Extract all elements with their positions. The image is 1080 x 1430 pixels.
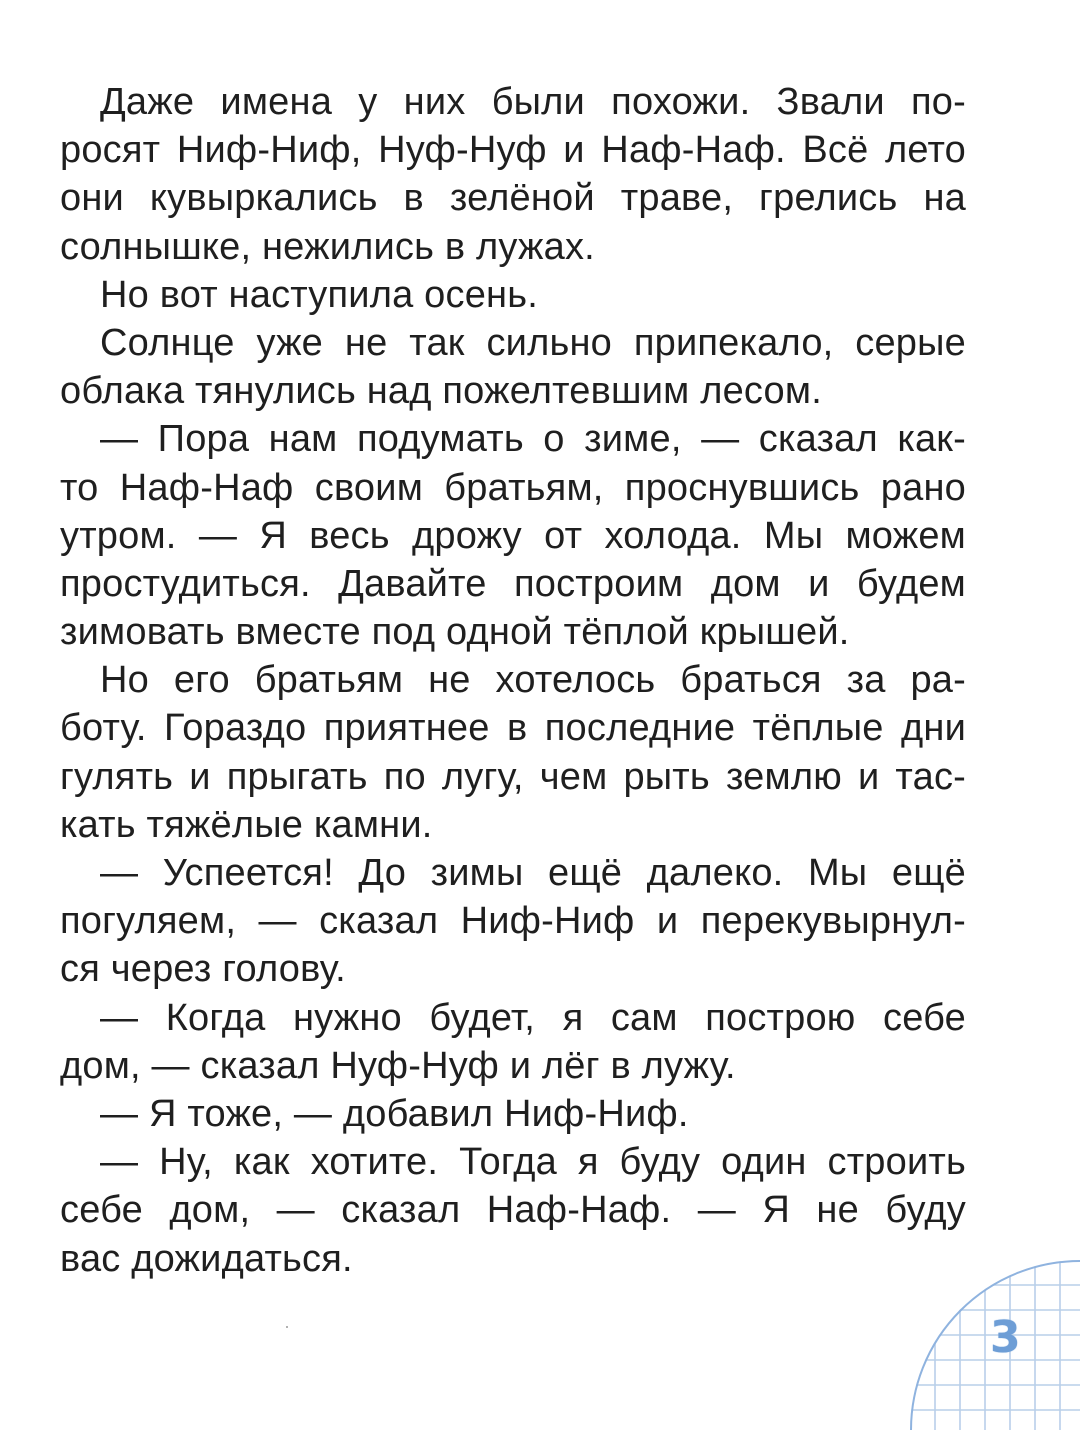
paragraph	[60, 78, 966, 271]
paragraph	[60, 271, 966, 319]
paragraph	[60, 1138, 966, 1283]
text-line: Но вот наступила осень.	[100, 273, 538, 316]
text-line: Даже имена у них были похожи. Звали по-	[100, 81, 966, 123]
text-line: погуляем, — сказал Ниф-Ниф и перекувырнул-	[60, 900, 966, 943]
paragraph	[60, 319, 966, 415]
text-line: кать тяжёлые камни.	[60, 803, 433, 846]
print-speck	[286, 1326, 288, 1328]
paragraph	[60, 994, 966, 1090]
text-line: вас дожидаться.	[60, 1237, 353, 1280]
text-line: солнышке, нежились в лужах.	[60, 225, 595, 268]
text-line: Солнце уже не так сильно припекало, серые	[100, 321, 966, 364]
text-line: Но его братьям не хотелось браться за ра-	[100, 659, 966, 702]
text-line: боту. Гораздо приятнее в последние тёплые дни	[60, 707, 966, 750]
paragraph	[60, 415, 966, 656]
text-line: себе дом, — сказал Наф-Наф. — Я не буду	[60, 1189, 966, 1232]
text-line: росят Ниф-Ниф, Нуф-Нуф и Наф-Наф. Всё лето	[60, 129, 966, 172]
story-text	[60, 78, 966, 1283]
paragraph	[60, 656, 966, 849]
text-line: то Наф-Наф своим братьям, проснувшись рано	[60, 466, 966, 509]
text-line: — Пора нам подумать о зиме, — сказал как-	[100, 418, 966, 461]
text-line: простудиться. Давайте построим дом и будем	[60, 562, 966, 605]
text-line: они кувыркались в зелёной траве, грелись на	[60, 177, 966, 220]
text-line: утром. — Я весь дрожу от холода. Мы можем	[60, 514, 966, 557]
text-line: ся через голову.	[60, 948, 346, 991]
text-line: облака тянулись над пожелтевшим лесом.	[60, 370, 822, 413]
paragraph	[60, 1090, 966, 1138]
text-line: — Ну, как хотите. Тогда я буду один строить	[100, 1141, 966, 1184]
text-line: дом, — сказал Нуф-Нуф и лёг в лужу.	[60, 1044, 736, 1087]
text-line: гулять и прыгать по лугу, чем рыть землю и тас-	[60, 755, 966, 798]
text-line: зимовать вместе под одной тёплой крышей.	[60, 611, 850, 654]
text-line: — Когда нужно будет, я сам построю себе	[100, 996, 966, 1039]
page-number: 3	[990, 1312, 1021, 1363]
text-line: — Успеется! До зимы ещё далеко. Мы ещё	[100, 852, 966, 894]
text-line: — Я тоже, — добавил Ниф-Ниф.	[100, 1092, 689, 1135]
paragraph	[60, 849, 966, 994]
